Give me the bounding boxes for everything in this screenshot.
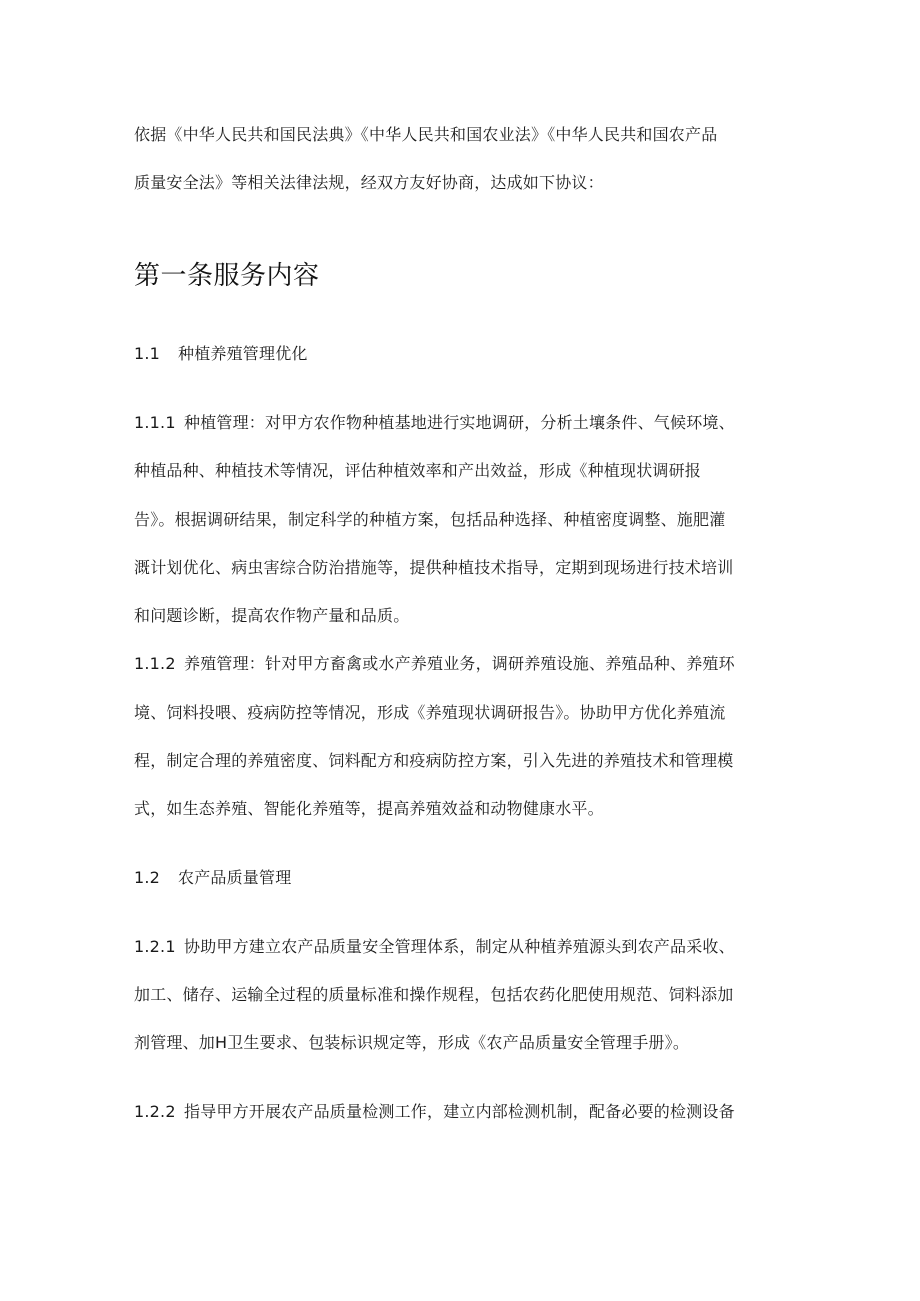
clause-1-2-1-line-3: 剂管理、加H卫生要求、包装标识规定等，形成《农产品质量安全管理手册》。 bbox=[134, 1033, 690, 1052]
clause-text: 指导甲方开展农产品质量检测工作，建立内部检测机制，配备必要的检测设备 bbox=[184, 1102, 735, 1121]
section-heading-1-2 bbox=[134, 868, 291, 888]
section-title: 农产品质量管理 bbox=[178, 868, 292, 887]
section-title: 种植养殖管理优化 bbox=[178, 344, 308, 363]
clause-1-1-2-line-1 bbox=[134, 654, 735, 674]
clause-1-1-2-line-2: 境、饲料投喂、疫病防控等情况，形成《养殖现状调研报告》。协助甲方优化养殖流 bbox=[134, 703, 726, 722]
section-number: 1.1 bbox=[134, 344, 161, 363]
clause-1-2-1-line-2: 加工、储存、运输全过程的质量标准和操作规程，包括农药化肥使用规范、饲料添加 bbox=[134, 985, 734, 1004]
clause-1-1-1-line-2: 种植品种、种植技术等情况，评估种植效率和产出效益，形成《种植现状调研报 bbox=[134, 461, 702, 480]
clause-1-1-1-line-5: 和问题诊断，提高农作物产量和品质。 bbox=[134, 606, 410, 625]
clause-1-1-1-line-4: 溉计划优化、病虫害综合防治措施等，提供种植技术指导，定期到现场进行技术培训 bbox=[134, 558, 734, 577]
clause-1-1-2-line-4: 式，如生态养殖、智能化养殖等，提高养殖效益和动物健康水平。 bbox=[134, 799, 604, 818]
clause-number: 1.1.2 bbox=[134, 654, 176, 673]
clause-number: 1.2.2 bbox=[134, 1102, 176, 1121]
clause-1-1-1-line-3: 告》。根据调研结果，制定科学的种植方案，包括品种选择、种植密度调整、施肥灌 bbox=[134, 510, 726, 529]
clause-number: 1.1.1 bbox=[134, 413, 176, 432]
article-heading: 第一条服务内容 bbox=[134, 261, 320, 291]
intro-line-1: 依据《中华人民共和国民法典》《中华人民共和国农业法》《中华人民共和国农产品 bbox=[134, 125, 718, 144]
clause-number: 1.2.1 bbox=[134, 937, 176, 956]
section-heading-1-1 bbox=[134, 344, 308, 364]
intro-line-2: 质量安全法》等相关法律法规，经双方友好协商，达成如下协议： bbox=[134, 173, 604, 192]
clause-1-2-1-line-1 bbox=[134, 937, 735, 957]
section-number: 1.2 bbox=[134, 868, 161, 887]
clause-text: 种植管理：对甲方农作物种植基地进行实地调研，分析土壤条件、气候环境、 bbox=[184, 413, 735, 432]
clause-text: 养殖管理：针对甲方畜禽或水产养殖业务，调研养殖设施、养殖品种、养殖环 bbox=[184, 654, 735, 673]
clause-1-1-1-line-1 bbox=[134, 413, 735, 433]
clause-1-2-2-line-1 bbox=[134, 1102, 735, 1122]
clause-1-1-2-line-3: 程，制定合理的养殖密度、饲料配方和疫病防控方案，引入先进的养殖技术和管理模 bbox=[134, 751, 734, 770]
clause-text: 协助甲方建立农产品质量安全管理体系，制定从种植养殖源头到农产品采收、 bbox=[184, 937, 735, 956]
